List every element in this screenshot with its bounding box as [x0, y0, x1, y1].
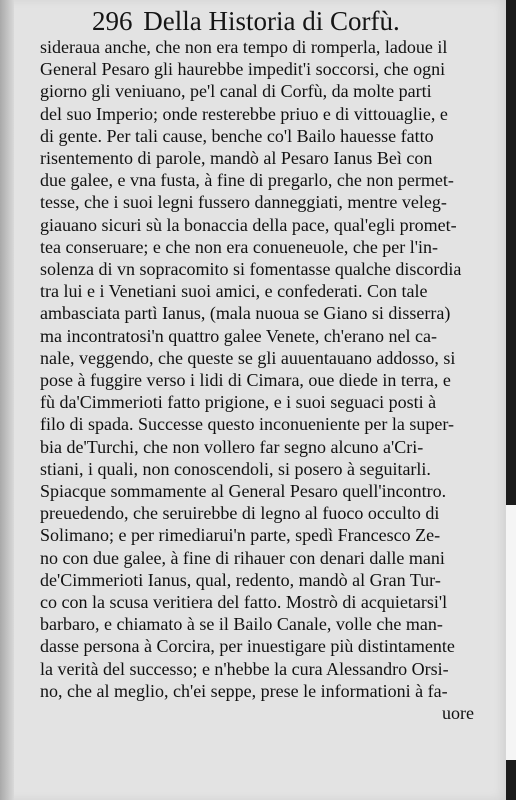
book-spine-shadow [0, 0, 14, 800]
text-line: di gente. Per tali cause, benche co'l Bailo hauesse fatto [40, 125, 434, 146]
text-line: barbaro, e chiamato à se il Bailo Canale, volle che man- [40, 614, 443, 635]
text-line: fù da'Cimmerioti fatto prigione, e i suoi seguaci posti à [40, 392, 437, 413]
text-line: giauano sicuri sù la bonaccia della pace, qual'egli promet- [40, 214, 457, 235]
text-line: tesse, che i suoi legni fussero danneggiati, mentre veleg- [40, 192, 447, 213]
page-edge [506, 0, 516, 800]
text-line: co con la scusa veritiera del fatto. Mostrò di acquietarsi'l [40, 592, 448, 613]
text-line: de'Cimmerioti Ianus, qual, redento, mandò al Gran Tur- [40, 569, 441, 590]
text-line: del suo Imperio; onde resterebbe priuo e di vittouaglie, e [40, 103, 448, 124]
text-line: Spiacque sommamente al General Pesaro quell'incontro. [40, 481, 447, 502]
page-edge-dark-bottom [506, 760, 516, 800]
text-line: bia de'Turchi, che non vollero far segno alcuno a'Cri- [40, 436, 424, 457]
page-number: 296 [92, 6, 133, 36]
text-line: General Pesaro gli haurebbe impedit'i soccorsi, che ogni [40, 59, 446, 80]
text-line: tea conseruare; e che non era conueneuole, che per l'in- [40, 236, 439, 257]
text-line: pose à fuggire verso i lidi di Cimara, oue diede in terra, e [40, 370, 451, 391]
text-line: tra lui e i Venetiani suoi amici, e confederati. Con tale [40, 281, 428, 302]
text-line: preuedendo, che seruirebbe di legno al fuoco occulto di [40, 503, 440, 524]
text-line: ambasciata partì Ianus, (mala nuoua se Giano si disserra) [40, 303, 451, 324]
text-line: sideraua anche, che non era tempo di romperla, ladoue il [40, 37, 448, 57]
page-header [92, 6, 400, 37]
text-line: la verità del successo; e n'hebbe la cura Alessandro Orsi- [40, 658, 449, 679]
text-line: no, che al meglio, ch'ei seppe, prese le informationi à fa- [40, 680, 448, 701]
text-line: no con due galee, à fine di rihauer con denari dalle mani [40, 547, 445, 568]
text-line: nale, veggendo, che queste se gli auuentauano addosso, si [40, 347, 456, 368]
text-line: dasse persona à Corcira, per inuestigare più distintamente [40, 636, 455, 657]
text-line: filo di spada. Successe questo inconueniente per la super- [40, 414, 455, 435]
text-line: risentemento di parole, mandò al Pesaro Ianus Beì con [40, 148, 433, 169]
text-line: due galee, e vna fusta, à fine di pregarlo, che non permet- [40, 170, 454, 191]
text-line: solenza di vn sopracomito si fomentasse qualche discordia [40, 259, 462, 280]
running-title: Della Historia di Corfù. [143, 6, 400, 36]
text-line: stiani, i quali, non conoscendoli, si posero à seguitarli. [40, 458, 431, 479]
text-line: giorno gli veniuano, pe'l canal di Corfù, da molte parti [40, 81, 432, 102]
page-edge-dark-top [506, 0, 516, 505]
text-line: Solimano; e per rimediarui'n parte, spedì Francesco Ze- [40, 525, 441, 546]
catchword: uore [442, 703, 474, 724]
text-line: ma incontratosi'n quattro galee Venete, ch'erano nel ca- [40, 325, 437, 346]
body-text [40, 36, 488, 724]
